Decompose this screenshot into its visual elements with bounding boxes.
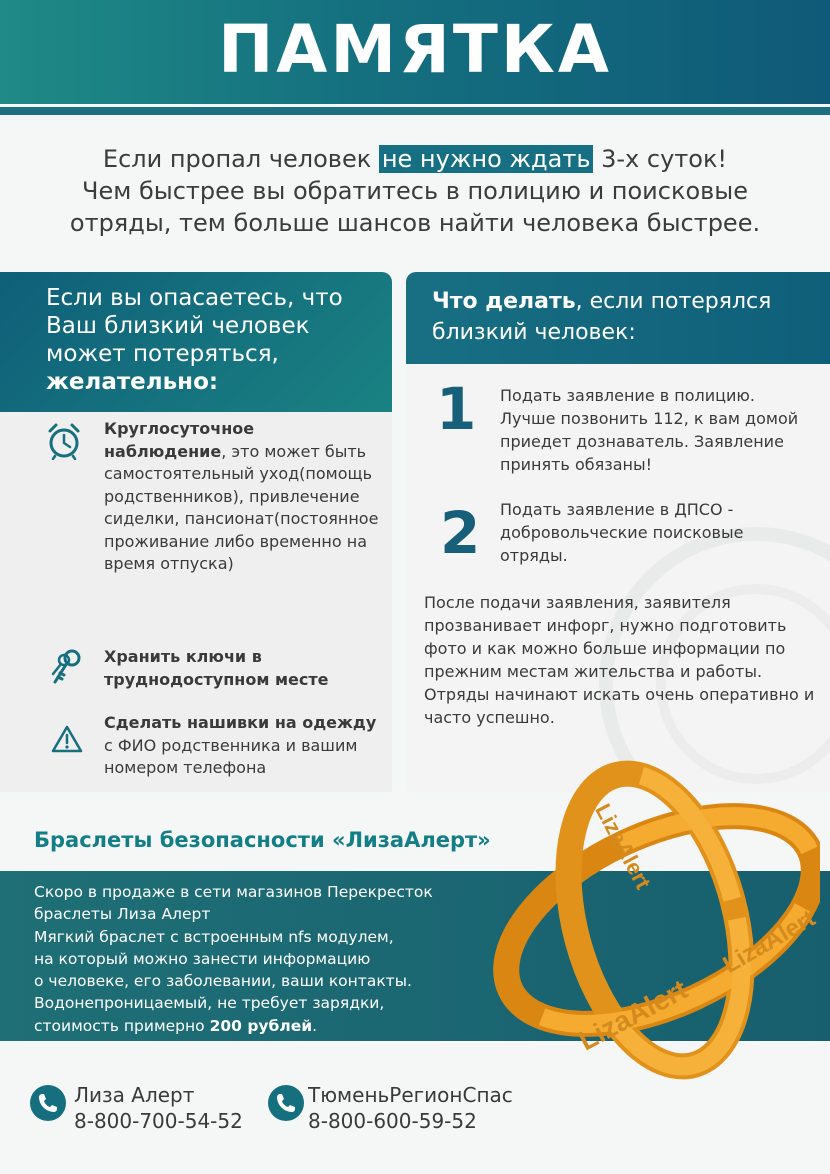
contact-name-tyumen: ТюменьРегионСпас — [308, 1083, 513, 1107]
contact-name-lizaalert: Лиза Алерт — [74, 1083, 195, 1107]
header-divider — [0, 107, 830, 115]
prevention-item-labels — [104, 712, 384, 780]
header-banner — [0, 0, 830, 104]
intro-line-2: Чем быстрее вы обратитесь в полицию и поисковые — [82, 177, 748, 205]
bracelets-line: о человеке, его заболевании, ваши контакты. — [34, 972, 412, 991]
intro-line-3: отряды, тем больше шансов найти человека быстрее. — [69, 209, 761, 237]
prevention-panel-header — [0, 272, 392, 412]
contact-phone-lizaalert[interactable]: 8-800-700-54-52 — [74, 1109, 243, 1133]
bracelet-band-text: LizaAlert — [573, 973, 693, 1057]
phone-glyph — [30, 1085, 66, 1121]
prevention-heading-bold: желательно: — [46, 369, 219, 395]
intro-highlight: не нужно ждать — [379, 145, 594, 173]
prevention-item-labels-title: Сделать нашивки на одежду — [104, 713, 377, 732]
bracelets-description — [34, 881, 494, 1037]
phone-icon[interactable] — [30, 1085, 66, 1121]
prevention-item-supervision-title: Круглосуточное наблюдение — [104, 419, 255, 461]
bracelets-line: Скоро в продаже в сети магазинов Перекресток — [34, 883, 433, 901]
phone-icon[interactable] — [268, 1085, 304, 1121]
intro-line-1-end: 3-х суток! — [593, 145, 728, 173]
prevention-panel-body — [0, 412, 392, 792]
step-number-2: 2 — [440, 499, 481, 567]
bracelets-price-line — [34, 1015, 494, 1037]
phone-glyph — [268, 1085, 304, 1121]
prevention-item-keys: Хранить ключи в труднодоступном месте — [104, 647, 329, 689]
bracelets-line: браслеты Лиза Алерт — [34, 905, 211, 924]
keys-icon — [50, 648, 84, 688]
intro-line-1-start: Если пропал человек — [102, 145, 379, 173]
step-number-1: 1 — [436, 375, 477, 443]
bracelets-line: Мягкий браслет с встроенным nfs модулем, — [34, 927, 394, 946]
intro-text — [0, 143, 830, 239]
bracelets-price: 200 рублей — [209, 1016, 313, 1035]
contact-phone-tyumen[interactable]: 8-800-600-59-52 — [308, 1109, 477, 1133]
prevention-item-labels-text: с ФИО родственника и вашим номером телефона — [104, 735, 358, 777]
actions-heading — [432, 286, 822, 348]
bracelets-line: Водонепроницаемый, не требует зарядки, — [34, 994, 385, 1013]
step-text-2: Подать заявление в ДПСО - добровольческие поисковые отряды. — [500, 500, 744, 565]
prevention-heading — [46, 284, 386, 396]
bracelet-band-text: LizaAlert — [590, 799, 657, 894]
actions-panel-header — [406, 272, 830, 364]
alarm-clock-icon — [46, 422, 82, 460]
intro-line-1 — [0, 143, 830, 175]
step-text-1: Подать заявление в полицию. Лучше позвонить 112, к вам домой приедет дознаватель. Заявление принять обязаны! — [500, 386, 799, 474]
bracelets-title: Браслеты безопасности «ЛизаАлерт» — [34, 828, 491, 852]
prevention-heading-text: Если вы опасаетесь, что Ваш близкий человек может потеряться, — [46, 285, 343, 367]
bracelet-band-text: LizaAlert — [718, 904, 820, 979]
bracelets-image — [450, 760, 820, 1090]
prevention-item-supervision-text: , это может быть самостоятельный уход(помощь родственников), привлечение сиделки, пансионат(постоянное проживание либо временно на время отпуска) — [104, 441, 379, 573]
prevention-item-supervision — [104, 418, 379, 576]
actions-heading-text: , если потерялся близкий человек: — [432, 289, 772, 345]
actions-note: После подачи заявления, заявителя прозванивает инфорг, нужно подготовить фото и как можно больше информации по прежним местам жительства и работы. Отряды начинают искать очень оперативно и часто успешно. — [424, 593, 815, 727]
actions-heading-bold: Что делать — [432, 289, 576, 314]
bracelets-price-prefix: стоимость примерно — [34, 1016, 210, 1035]
bracelets-line: на который можно занести информацию — [34, 949, 371, 968]
bracelets-price-suffix: . — [312, 1016, 317, 1035]
actions-panel-body — [406, 364, 830, 792]
warning-icon — [50, 724, 84, 754]
page-title: ПАМЯТКА — [218, 11, 612, 88]
